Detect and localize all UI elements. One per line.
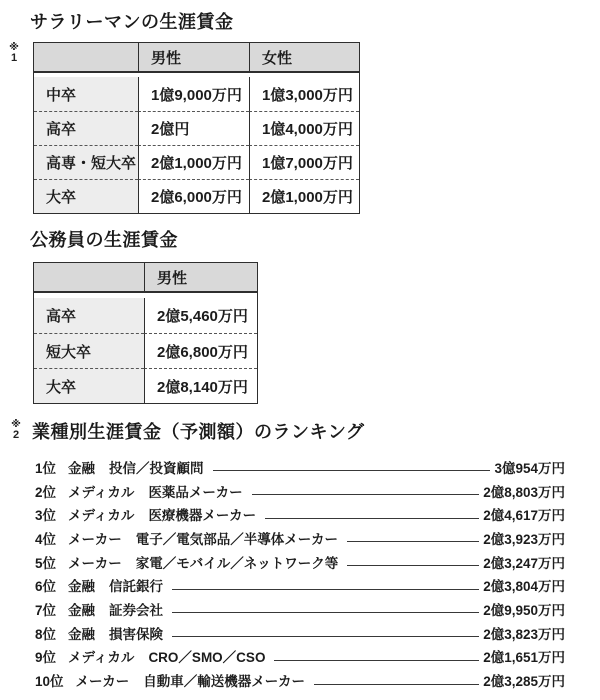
footnote-asterisk: ※ <box>11 419 21 430</box>
salaryman-table-title: サラリーマンの生涯賃金 <box>30 12 234 32</box>
rank-industry: 医療機器メーカー <box>148 508 257 524</box>
ranking-row <box>35 502 565 526</box>
ranking-row <box>35 668 565 692</box>
rank-number: 7位 <box>35 602 57 618</box>
leader-line <box>213 470 491 471</box>
table1-cell-male: 2億6,000万円 <box>138 179 249 213</box>
rank-category: 金融 <box>68 626 96 642</box>
rank-number: 5位 <box>35 555 57 571</box>
rank-category: 金融 <box>68 579 96 595</box>
footnote-asterisk: ※ <box>9 42 19 53</box>
rank-number: 9位 <box>35 650 57 666</box>
leader-line <box>265 518 479 519</box>
rank-category: メディカル <box>68 484 135 500</box>
rank-industry: CRO／SMO／CSO <box>148 650 266 666</box>
rank-wage-value: 2億3,804万円 <box>483 579 565 595</box>
rank-industry: 信託銀行 <box>109 579 164 595</box>
rank-number: 8位 <box>35 626 57 642</box>
ranking-row <box>35 526 565 550</box>
table1-cell-female: 1億4,000万円 <box>249 111 359 145</box>
rank-industry: 電子／電気部品／半導体メーカー <box>135 531 338 547</box>
leader-line <box>172 636 479 637</box>
rank-number: 1位 <box>35 460 57 476</box>
leader-line <box>347 565 479 566</box>
rank-wage-value: 2億3,823万円 <box>483 626 565 642</box>
ranking-row <box>35 621 565 645</box>
table2-header-blank <box>34 263 144 293</box>
leader-line <box>274 660 479 661</box>
table2-cell-male: 2億5,460万円 <box>144 298 257 333</box>
rank-category: メーカー <box>75 674 130 690</box>
table1-header-male: 男性 <box>138 43 249 73</box>
table1-cell-male: 2億1,000万円 <box>138 145 249 179</box>
ranking-row <box>35 479 565 503</box>
rank-industry: 家電／モバイル／ネットワーク等 <box>135 555 339 571</box>
leader-line <box>172 612 479 613</box>
table1-cell-female: 1億7,000万円 <box>249 145 359 179</box>
rank-number: 4位 <box>35 531 57 547</box>
rank-category: メディカル <box>68 508 135 524</box>
civil-servant-table-title: 公務員の生涯賃金 <box>30 230 178 250</box>
rank-wage-value: 2億3,247万円 <box>483 555 565 571</box>
rank-industry: 投信／投資顧問 <box>109 460 204 476</box>
table1-header-blank <box>34 43 138 73</box>
leader-line <box>172 589 479 590</box>
table1-cell-female: 2億1,000万円 <box>249 179 359 213</box>
rank-industry: 自動車／輸送機器メーカー <box>143 674 305 690</box>
rank-number: 10位 <box>35 674 64 690</box>
rank-wage-value: 2億4,617万円 <box>483 508 565 524</box>
ranking-title: 業種別生涯賃金（予測額）のランキング <box>32 422 365 442</box>
rank-category: 金融 <box>68 460 96 476</box>
leader-line <box>314 684 479 685</box>
rank-industry: 証券会社 <box>109 602 164 618</box>
ranking-row <box>35 597 565 621</box>
table2-row-label: 大卒 <box>34 368 144 403</box>
industry-ranking-list <box>35 455 565 692</box>
civil-servant-wage-table <box>33 262 258 404</box>
table1-cell-male: 2億円 <box>138 111 249 145</box>
table1-row-label: 高専・短大卒 <box>34 145 138 179</box>
rank-wage-value: 2億9,950万円 <box>483 602 565 618</box>
table2-row-label: 短大卒 <box>34 333 144 368</box>
ranking-row <box>35 455 565 479</box>
ranking-row <box>35 645 565 669</box>
table1-row-label: 中卒 <box>34 77 138 111</box>
leader-line <box>347 541 479 542</box>
rank-wage-value: 3億954万円 <box>494 460 565 476</box>
rank-number: 3位 <box>35 508 57 524</box>
rank-wage-value: 2億1,651万円 <box>483 650 565 666</box>
footnote-number: 1 <box>10 52 18 64</box>
table2-header-male: 男性 <box>144 263 257 293</box>
rank-wage-value: 2億3,923万円 <box>483 531 565 547</box>
rank-category: メーカー <box>68 555 122 571</box>
ranking-row <box>35 550 565 574</box>
footnote-marker-1 <box>6 43 22 64</box>
table2-cell-male: 2億8,140万円 <box>144 368 257 403</box>
rank-wage-value: 2億3,285万円 <box>483 674 565 690</box>
rank-category: 金融 <box>68 602 96 618</box>
rank-category: メディカル <box>68 650 135 666</box>
rank-industry: 医薬品メーカー <box>148 484 243 500</box>
table1-row-label: 高卒 <box>34 111 138 145</box>
rank-number: 2位 <box>35 484 57 500</box>
table1-cell-male: 1億9,000万円 <box>138 77 249 111</box>
footnote-number: 2 <box>12 429 20 441</box>
footnote-marker-2 <box>8 420 24 441</box>
table2-cell-male: 2億6,800万円 <box>144 333 257 368</box>
table1-row-label: 大卒 <box>34 179 138 213</box>
rank-wage-value: 2億8,803万円 <box>483 484 565 500</box>
ranking-row <box>35 573 565 597</box>
table2-row-label: 高卒 <box>34 298 144 333</box>
leader-line <box>252 494 480 495</box>
rank-industry: 損害保険 <box>109 626 164 642</box>
table1-cell-female: 1億3,000万円 <box>249 77 359 111</box>
rank-category: メーカー <box>68 531 122 547</box>
table1-header-female: 女性 <box>249 43 359 73</box>
rank-number: 6位 <box>35 579 57 595</box>
salaryman-wage-table <box>33 42 360 214</box>
